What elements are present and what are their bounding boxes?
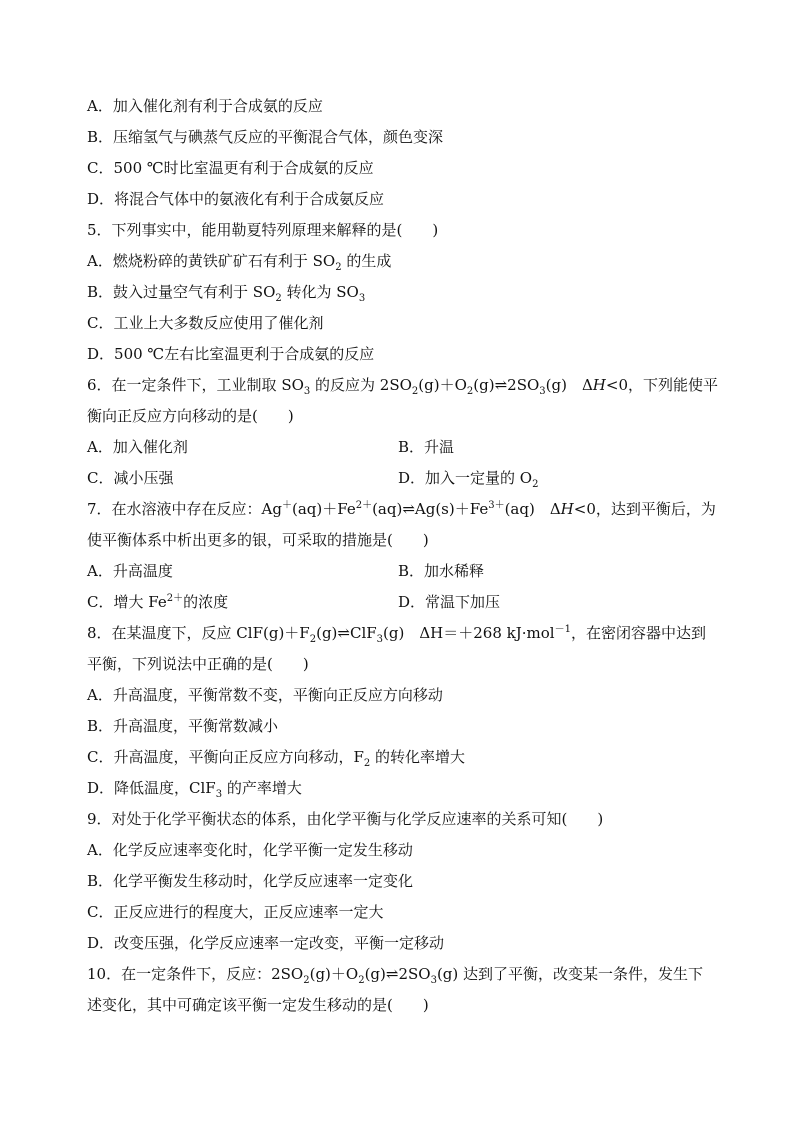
text-line-16: 7．在水溶液中存在反应：$Ag^+(aq)+Fe^{2+}(aq)\rightleftharpoons Ag(s)+Fe^{3+}(aq)$ ΔH<0，达到平衡后，为: [87, 500, 716, 518]
text-line-4: D．将混合气体中的氨液化有利于合成氨反应: [87, 190, 385, 208]
text-line-1: A．加入催化剂有利于合成氨的反应: [87, 97, 323, 115]
text-line-11: 衡向正反应方向移动的是( ): [87, 407, 294, 425]
text-line-27: D．降低温度，ClF$_3$ 的产率增大: [87, 779, 302, 800]
text-line-25: B．升高温度，平衡常数减小: [87, 717, 279, 735]
text-line-8: C．工业上大多数反应使用了催化剂: [87, 314, 324, 332]
text-line-18: A．升高温度: [87, 562, 173, 580]
text-line-30: B．化学平衡发生移动时，化学反应速率一定变化: [87, 872, 414, 890]
text-line-28: 9．对处于化学平衡状态的体系，由化学平衡与化学反应速率的关系可知( ): [87, 810, 604, 828]
text-line-3: C．500 ℃时比室温更有利于合成氨的反应: [87, 159, 374, 177]
text-line-7: B．鼓入过量空气有利于 $SO_2$ 转化为 $SO_3$: [87, 283, 366, 304]
text-line-9: D．500 ℃左右比室温更利于合成氨的反应: [87, 345, 375, 363]
text-line-29: A．化学反应速率变化时，化学平衡一定发生移动: [87, 841, 413, 859]
text-line-12: A．加入催化剂: [87, 438, 188, 456]
text-line-31: C．正反应进行的程度大，正反应速率一定大: [87, 903, 384, 921]
text-line-17: 使平衡体系中析出更多的银，可采取的措施是( ): [87, 531, 429, 549]
text-line-26: C．升高温度，平衡向正反应方向移动，$F_2$ 的转化率增大: [87, 748, 466, 769]
text-line-33: 10．在一定条件下，反应：$2SO_2(g)+O_2(g)\rightleftharpoons 2SO_3(g)$ 达到了平衡，改变某一条件，发生下: [87, 965, 704, 986]
text-line-32: D．改变压强，化学反应速率一定改变，平衡一定移动: [87, 934, 445, 952]
text-line-6: A．燃烧粉碎的黄铁矿矿石有利于 $SO_2$ 的生成: [87, 252, 392, 273]
text-line-14: C．减小压强: [87, 469, 174, 487]
text-line-34: 述变化，其中可确定该平衡一定发生移动的是( ): [87, 996, 429, 1014]
text-line-20: C．增大 $Fe^{2+}$的浓度: [87, 593, 229, 611]
text-line-24: A．升高温度，平衡常数不变，平衡向正反应方向移动: [87, 686, 443, 704]
text-line-21: D．常温下加压: [398, 593, 501, 611]
text-line-15: D．加入一定量的 $O_2$: [398, 469, 539, 490]
text-line-22: 8．在某温度下，反应 $ClF(g)+F_2(g)\rightleftharpoons ClF_3(g)$ ΔH＝＋268 kJ·mol$^{-1}$，在密闭容器中达到: [87, 624, 706, 645]
text-line-10: 6．在一定条件下，工业制取 $SO_3$ 的反应为 $2SO_2(g)+O_2(g)\rightleftharpoons 2SO_3(g)$ ΔH<0，下列能使平: [87, 376, 719, 397]
text-line-13: B．升温: [398, 438, 455, 456]
text-line-23: 平衡，下列说法中正确的是( ): [87, 655, 309, 673]
text-line-19: B．加水稀释: [398, 562, 485, 580]
text-line-2: B．压缩氢气与碘蒸气反应的平衡混合气体，颜色变深: [87, 128, 444, 146]
text-line-5: 5．下列事实中，能用勒夏特列原理来解释的是( ): [87, 221, 439, 239]
